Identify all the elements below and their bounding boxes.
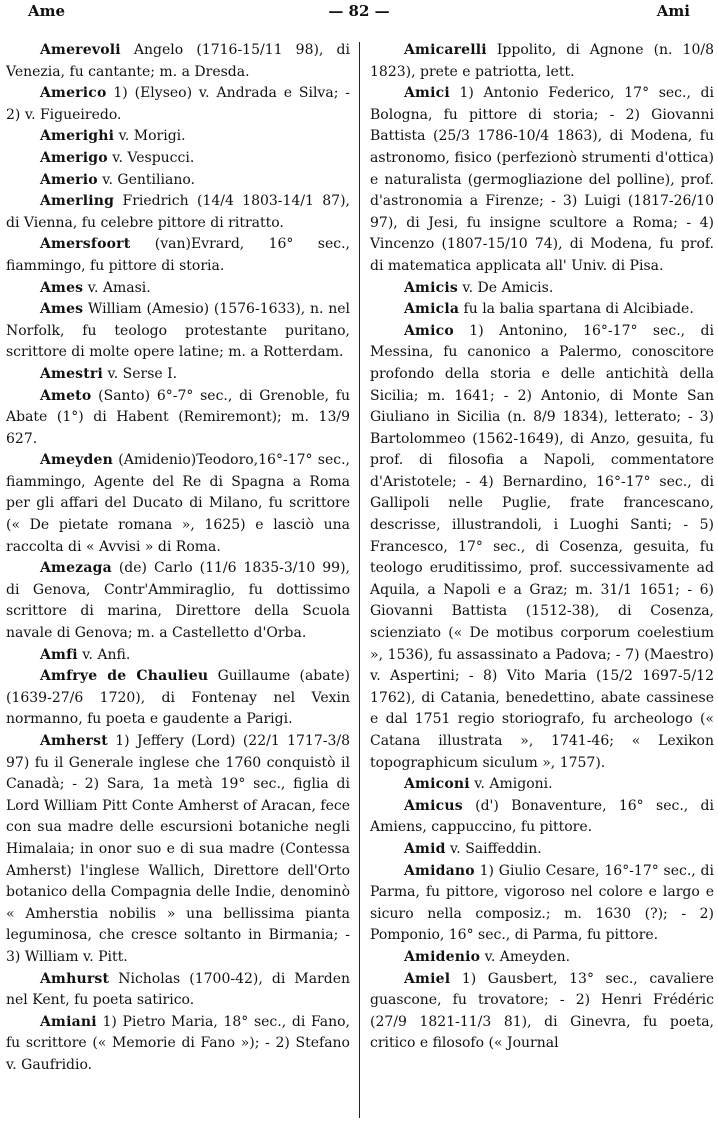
dictionary-entry: [6, 148, 350, 170]
entry-headword: Amfrye de Chaulieu: [40, 668, 209, 685]
dictionary-entry: [6, 191, 350, 234]
dictionary-entry: [6, 731, 350, 969]
dictionary-entry: [6, 278, 350, 300]
entry-text: 1) Antonio Federico, 17° sec., di Bologna, fu pittore di storia; - 2) Giovanni Battista (25/3 1786-10/4 1863), di Modena, fu astronomo, fisico (perfezionò strumenti d'ottica) e naturalista (germogliazione del polline), prof. d'astronomia a Firenze; - 3) Luigi (1817-26/10 97), di Jesi, fu insigne scultore a Roma; - 4) Vincenzo (1807-15/10 74), di Modena, fu prof. di matematica applicata all' Univ. di Pisa.: [370, 85, 714, 274]
entry-text: v. Vespucci.: [107, 149, 195, 166]
entry-text: (de) Carlo (11/6 1835-3/10 99), di Genova, Contr'Ammiraglio, fu dottissimo scrittore di marina, Direttore della Scuola navale di Genova; m. a Castelletto d'Orba.: [6, 560, 350, 642]
dictionary-entry: [6, 558, 350, 644]
entry-headword: Amiel: [404, 970, 451, 987]
dictionary-entry: [6, 645, 350, 667]
column-divider: [359, 42, 360, 1118]
dictionary-entry: [6, 969, 350, 1012]
dictionary-entry: [6, 83, 350, 126]
running-head-right: Ami: [656, 2, 690, 20]
entry-text: v. Morigi.: [114, 128, 186, 145]
dictionary-entry: [6, 299, 350, 364]
entry-headword: Ames: [40, 279, 84, 296]
entry-headword: Amidenio: [404, 948, 481, 965]
entry-headword: Amiani: [40, 1013, 97, 1030]
dictionary-entry: [370, 839, 714, 861]
dictionary-entry: [6, 170, 350, 192]
entry-headword: Amicla: [404, 301, 460, 318]
entry-text: v. Anfi.: [77, 646, 131, 663]
entry-headword: Amidano: [404, 862, 475, 879]
dictionary-entry: [370, 83, 714, 277]
entry-text: Ippolito, di Agnone (n. 10/8 1823), prete e patriotta, lett.: [370, 42, 714, 80]
entry-text: 1) Gausbert, 13° sec., cavaliere guascone, fu trovatore; - 2) Henri Frédéric (27/9 1821-11/3 81), di Ginevra, fu poeta, critico e filosofo (« Journal: [370, 970, 714, 1052]
entry-text: v. Serse I.: [103, 365, 178, 382]
dictionary-entry: [370, 278, 714, 300]
entry-headword: Amherst: [40, 733, 108, 749]
entry-text: (van)Evrard, 16° sec., fiammingo, fu pittore di storia.: [6, 236, 350, 274]
dictionary-entry: [6, 1012, 350, 1077]
right-column: [370, 40, 714, 1055]
entry-headword: Amezaga: [40, 560, 112, 577]
dictionary-entry: [6, 386, 350, 451]
dictionary-entry: [370, 774, 714, 796]
entry-headword: Amerigo: [40, 149, 108, 166]
dictionary-entry: [370, 969, 714, 1055]
running-head: [28, 2, 690, 24]
entry-text: v. Saiffeddin.: [445, 840, 542, 857]
dictionary-entry: [6, 364, 350, 386]
entry-text: v. Amigoni.: [469, 776, 553, 793]
entry-headword: Amerighi: [40, 128, 115, 145]
page-number: — 82 —: [328, 2, 390, 20]
entry-headword: Amerling: [40, 193, 115, 210]
entry-text: Nicholas (1700-42), di Marden nel Kent, fu poeta satirico.: [6, 970, 350, 1009]
entry-text: v. De Amicis.: [457, 279, 554, 296]
dictionary-entry: [370, 321, 714, 774]
entry-headword: Ameto: [40, 387, 92, 404]
entry-headword: Amersfoort: [40, 236, 131, 253]
dictionary-entry: [370, 299, 714, 321]
dictionary-entry: [6, 234, 350, 277]
entry-text: (Amidenio)Teodoro,16°-17° sec., fiammingo, Agente del Re di Spagna a Roma per gli affari del Ducato di Milano, fu scrittore (« De pietate romana », 1625) e lasciò una raccolta di « Avvisi » di Roma.: [6, 452, 350, 555]
dictionary-entry: [6, 40, 350, 83]
entry-text: (Santo) 6°-7° sec., di Grenoble, fu Abate (1°) di Habent (Remiremont); m. 13/9 627.: [6, 387, 350, 447]
entry-text: v. Amasi.: [83, 279, 151, 296]
dictionary-entry: [370, 861, 714, 947]
left-column: [6, 40, 350, 1077]
entry-headword: Amicis: [404, 279, 458, 296]
entry-headword: Amestri: [40, 365, 104, 382]
entry-text: William (Amesio) (1576-1633), n. nel Norfolk, fu teologo protestante puritano, scrittore di molte opere latine; m. a Rotterdam.: [6, 301, 350, 361]
dictionary-entry: [6, 666, 350, 731]
entry-headword: Americo: [40, 85, 107, 102]
entry-headword: Amhurst: [40, 970, 110, 987]
dictionary-entry: [370, 947, 714, 969]
running-head-left: Ame: [28, 2, 66, 20]
dictionary-entry: [370, 40, 714, 83]
entry-headword: Amid: [404, 840, 446, 857]
entry-text: 1) Giulio Cesare, 16°-17° sec., di Parma, fu pittore, vigoroso nel colore e largo e sicuro nella composiz.; m. 1630 (?); - 2) Pomponio, 16° sec., di Parma, fu pittore.: [370, 862, 714, 944]
entry-text: 1) (Elyseo) v. Andrada e Silva; - 2) v. Figueiredo.: [6, 85, 350, 123]
entry-headword: Amici: [404, 85, 450, 102]
entry-headword: Amerio: [40, 171, 98, 188]
entry-text: (d') Bonaventure, 16° sec., di Amiens, cappuccino, fu pittore.: [370, 797, 714, 836]
entry-text: v. Gentiliano.: [97, 171, 195, 188]
entry-headword: Ameyden: [40, 452, 113, 469]
entry-text: Friedrich (14/4 1803-14/1 87), di Vienna, fu celebre pittore di ritratto.: [6, 193, 350, 231]
dictionary-entry: [370, 796, 714, 839]
dictionary-entry: [6, 450, 350, 558]
entry-text: v. Ameyden.: [480, 948, 571, 965]
entry-text: 1) Antonino, 16°-17° sec., di Messina, fu canonico a Palermo, conoscitore profondo della storia e delle antichità della Sicilia; m. 1641; - 2) Antonio, di Monte San Giuliano in Sicilia (n. 8/9 1834), letterato; - 3) Bartolommeo (1562-1649), di Anzo, gesuita, fu prof. di filosofia a Napoli, commentatore d'Aristotele; - 4) Bernardino, 16°-17° sec., di Gallipoli nelle Puglie, frate francescano, descrisse, illustrandoli, i Luoghi Santi; - 5) Francesco, 17° sec., di Cosenza, gesuita, fu teologo eruditissimo, prof. successivamente ad Aquila, a Napoli e a Graz; m. 31/1 1651; - 6) Giovanni Battista (1512-38), di Cosenza, scienziato (« De motibus corporum coelestium », 1536), fu assassinato a Padova; - 7) (Maestro) v. Aspertini; - 8) Vito Maria (15/2 1697-5/12 1762), di Catania, benedettino, abate cassinese e dal 1751 regio storiografo, fu archeologo (« Catana illustrata », 1741-46; « Lexikon topographicum siculum », 1757).: [370, 322, 714, 771]
entry-text: Angelo (1716-15/11 98), di Venezia, fu cantante; m. a Dresda.: [6, 42, 350, 80]
entry-headword: Ames: [40, 301, 84, 318]
entry-headword: Amfi: [40, 646, 78, 663]
entry-text: Guillaume (abate) (1639-27/6 1720), di Fontenay nel Vexin normanno, fu poeta e gaudente a Parigi.: [6, 668, 350, 728]
entry-text: 1) Jeffery (Lord) (22/1 1717-3/8 97) fu il Generale inglese che 1760 conquistò il Canadà; - 2) Sara, 1a metà 19° sec., figlia di Lord William Pitt Conte Amherst of Aracan, fece con sua madre delle escursioni botaniche negli Himalaia; in onor suo e di sua madre (Contessa Amherst) l'inglese Wallich, Direttore dell'Orto botanico della Compagnia delle Indie, denominò « Amherstia nobilis » una bellissima pianta leguminosa, che cresce soltanto in Birmania; - 3) William v. Pitt.: [6, 733, 350, 965]
entry-headword: Amerevoli: [40, 42, 121, 58]
entry-text: fu la balia spartana di Alcibiade.: [459, 301, 694, 318]
entry-headword: Amico: [404, 322, 454, 339]
dictionary-entry: [6, 126, 350, 148]
entry-headword: Amicus: [404, 797, 463, 814]
entry-headword: Amiconi: [404, 776, 470, 793]
entry-text: 1) Pietro Maria, 18° sec., di Fano, fu scrittore (« Memorie di Fano »); - 2) Stefano v. Gaufridio.: [6, 1013, 350, 1073]
entry-headword: Amicarelli: [404, 42, 487, 58]
